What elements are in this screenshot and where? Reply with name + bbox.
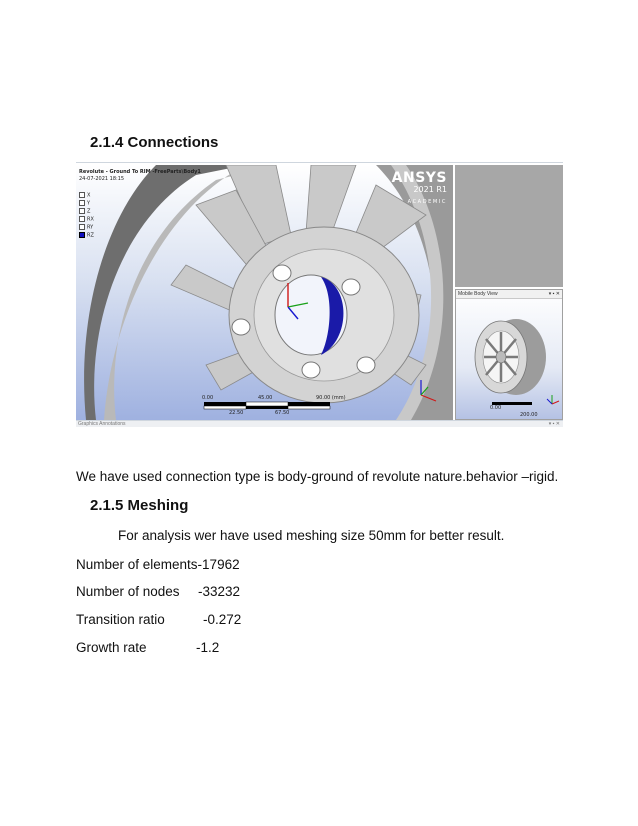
empty-panel	[455, 165, 563, 287]
viewport-title: Revolute - Ground To RIM -FreeParts\Body1	[79, 169, 201, 175]
heading-connections: 2.1.4 Connections	[90, 134, 219, 151]
panel-controls-icon[interactable]: ▾ ▪ ✕	[548, 291, 560, 297]
heading-meshing: 2.1.5 Meshing	[90, 497, 189, 514]
stat-elements: Number of elements-17962	[76, 557, 240, 572]
ansys-screenshot-figure	[76, 162, 563, 427]
mobile-scale-start: 0.00	[490, 405, 502, 411]
scale-label-start: 0.00	[202, 395, 214, 401]
stat-transition-label: Transition ratio	[76, 612, 165, 627]
viewport-date: 24-07-2021 18:15	[79, 176, 125, 182]
bar-controls-icon[interactable]: ▾ ▪ ✕	[548, 421, 560, 427]
main-scale-bar	[204, 402, 330, 409]
stat-nodes-label: Number of nodes	[76, 584, 180, 599]
mobile-wheel-render	[456, 299, 562, 420]
graphics-annotations-bar[interactable]: Graphics Annotations ▾ ▪ ✕	[76, 420, 563, 427]
mobile-body-view-titlebar: Mobile Body View ▾ ▪ ✕	[458, 291, 560, 297]
graphics-viewport[interactable]	[76, 165, 453, 420]
stat-transition-value: -0.272	[203, 612, 242, 627]
mobile-scale-end: 200.00	[520, 412, 538, 418]
scale-label-end: 90.00 (mm)	[316, 395, 346, 401]
scale-label-lower-b: 67.50	[275, 410, 290, 416]
right-pane	[455, 165, 563, 420]
ansys-logo: ANSYS 2021 R1 ACADEMIC	[391, 170, 447, 205]
legend-item-z: Z	[79, 208, 90, 215]
scale-label-mid: 45.00	[258, 395, 273, 401]
stat-growth-value: -1.2	[196, 640, 220, 655]
legend-item-y: Y	[79, 200, 90, 207]
connection-paragraph: We have used connection type is body-ground of revolute nature.behavior –rigid.	[76, 469, 559, 484]
legend-item-ry: RY	[79, 224, 93, 231]
legend-item-x: X	[79, 192, 90, 199]
stat-growth-label: Growth rate	[76, 640, 147, 655]
legend-item-rz: RZ	[79, 232, 94, 239]
legend-item-rx: RX	[79, 216, 94, 223]
scale-label-lower-a: 22.50	[229, 410, 244, 416]
stat-nodes-value: -33232	[198, 584, 241, 599]
mobile-body-view[interactable]	[455, 289, 563, 420]
meshing-intro-paragraph: For analysis wer have used meshing size 50mm for better result.	[118, 528, 505, 543]
